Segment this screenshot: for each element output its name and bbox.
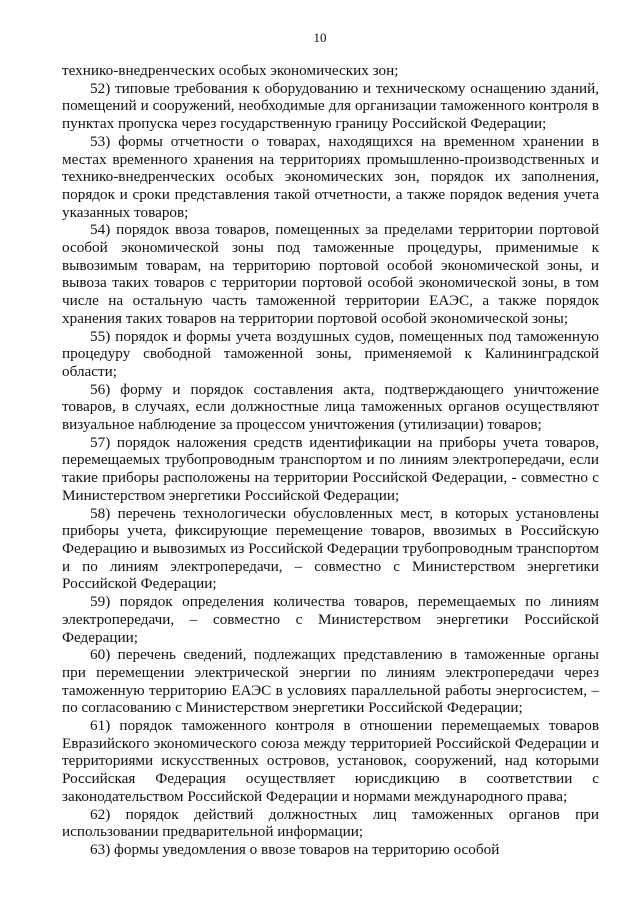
paragraph-item-56: 56) форму и порядок составления акта, подтверждающего уничтожение товаров, в случаях, если должностные лица таможенных органов осуществляют визуальное наблюдение за процессом уничтожения (утилизации) товаров; [62, 380, 599, 434]
paragraph-item-60: 60) перечень сведений, подлежащих представлению в таможенные органы при перемещении электрической энергии по линиям электропередачи через таможенную территорию ЕАЭС в условиях параллельной работы энергосистем, – по согласованию с Министерством энергетики Российской Федерации; [62, 646, 599, 717]
paragraph-item-59: 59) порядок определения количества товаров, перемещаемых по линиям электропередачи, – совместно с Министерством энергетики Российской Федерации; [62, 593, 599, 646]
document-body [62, 62, 599, 859]
page-number: 10 [313, 30, 327, 45]
paragraph-item-52: 52) типовые требования к оборудованию и техническому оснащению зданий, помещений и сооружений, необходимые для организации таможенного контроля в пунктах пропуска через государственную границу Российской Федерации; [62, 79, 599, 133]
paragraph-item-57: 57) порядок наложения средств идентификации на приборы учета товаров, перемещаемых трубопроводным транспортом и по линиям электропередачи, если такие приборы расположены на территории Российской Федерации, - совместно с Министерством энергетики Российской Федерации; [62, 433, 599, 504]
paragraph-item-62: 62) порядок действий должностных лиц таможенных органов при использовании предварительной информации; [62, 805, 599, 841]
paragraph-item-54: 54) порядок ввоза товаров, помещенных за пределами территории портовой особой экономической зоны под таможенные процедуры, применимые к вывозимым товарам, на территорию портовой особой экономической зоны, и вывоза таких товаров с территории портовой особой экономической зоны, в том числе на остальную часть таможенной территории ЕАЭС, а также порядок хранения таких товаров на территории портовой особой экономической зоны; [62, 221, 599, 327]
paragraph-continuation: технико-внедренческих особых экономических зон; [62, 62, 399, 79]
paragraph-item-55: 55) порядок и формы учета воздушных судов, помещенных под таможенную процедуру свободной таможенной зоны, применяемой к Калининградской области; [62, 327, 599, 380]
paragraph-item-63: 63) формы уведомления о ввозе товаров на территорию особой [90, 840, 500, 858]
paragraph-item-61: 61) порядок таможенного контроля в отношении перемещаемых товаров Евразийского экономического союза между территорией Российской Федерации и территориями искусственных островов, установок, сооружений, над которыми Российская Федерация осуществляет юрисдикцию в соответствии с законодательством Российской Федерации и нормами международного права; [62, 717, 599, 805]
paragraph-item-58: 58) перечень технологически обусловленных мест, в которых установлены приборы учета, фиксирующие перемещение товаров, ввозимых в Российскую Федерацию и вывозимых из Российской Федерации трубопроводным транспортом и по линиям электропередачи, – совместно с Министерством энергетики Российской Федерации; [62, 504, 599, 593]
paragraph-item-53: 53) формы отчетности о товарах, находящихся на временном хранении в местах временного хранения на территориях промышленно-производственных и технико-внедренческих особых экономических зон, порядок их заполнения, порядок и сроки представления такой отчетности, а также порядок ведения учета указанных товаров; [62, 132, 599, 221]
